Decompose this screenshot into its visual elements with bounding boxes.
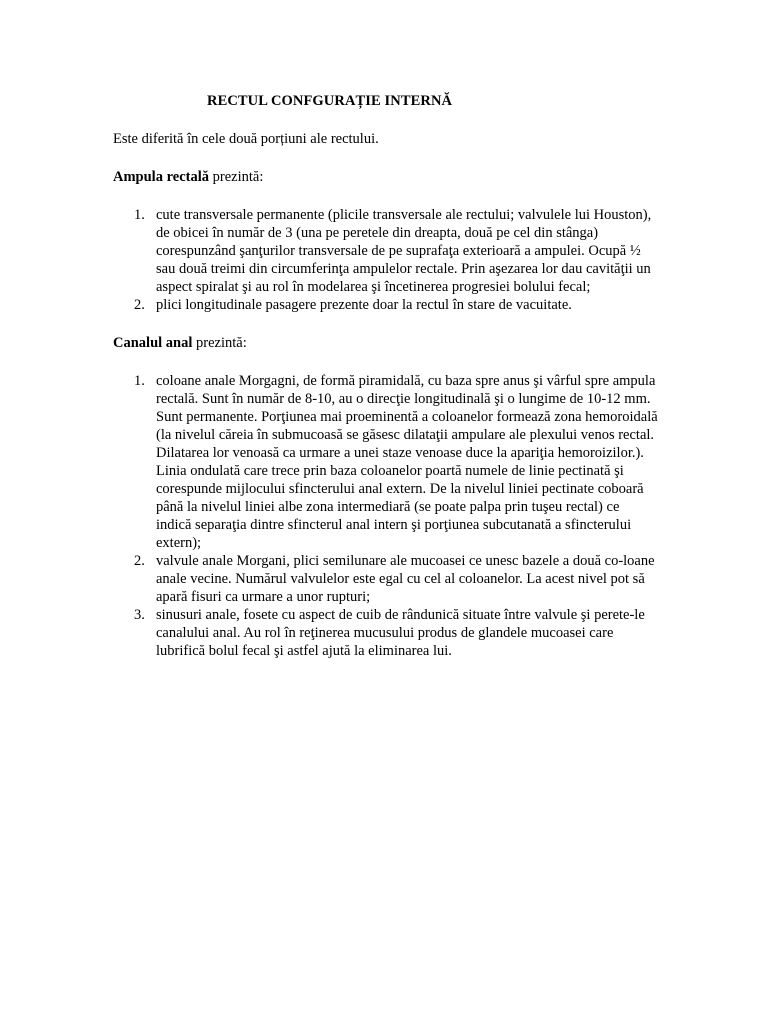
list-item bbox=[113, 372, 658, 552]
list-item bbox=[113, 206, 658, 296]
list-item-number: 1. bbox=[134, 207, 145, 223]
intro-paragraph: Este diferită în cele două porțiuni ale rectului. bbox=[113, 131, 379, 147]
list-item-text: cute transversale permanente (plicile transversale ale rectului; valvulele lui Houston), de obicei în număr de 3 (una pe peretele din dreapta, două pe cel din stânga) corespunzând şanţurilor transversale de pe suprafaţa exterioară a ampulei. Ocupă ½ sau două treimi din circumferinţa ampulelor rectale. Prin aşezarea lor dau cavităţii un aspect spiralat şi au rol în modelarea şi încetinerea progresiei bolului fecal; bbox=[156, 207, 652, 295]
section-ampula-heading-bold: Ampula rectală bbox=[113, 169, 209, 185]
document-title: RECTUL CONFGURAȚIE INTERNĂ bbox=[207, 93, 453, 109]
list-item-number: 1. bbox=[134, 373, 145, 389]
section-ampula-heading bbox=[113, 168, 658, 186]
ampula-list bbox=[113, 206, 658, 314]
section-ampula-heading-rest: prezintă: bbox=[209, 169, 264, 185]
list-item bbox=[113, 296, 658, 314]
list-item-text: coloane anale Morgagni, de formă piramidală, cu baza spre anus şi vârful spre ampula rectală. Sunt în număr de 8-10, au o direcţie longitudinală şi o lungime de 10-12 mm. Sunt permanente. Porţiunea mai proeminentă a coloanelor formează zona hemoroidală (la nivelul căreia în submucoasă se găsesc dilataţii ampulare ale plexului venos rectal. Dilatarea lor venoasă ca urmare a unei staze venoase duce la apariţia hemoroizilor.). Linia ondulată care trece prin baza coloanelor poartă numele de linie pectinată şi corespunde mijlocului sfincterului anal extern. De la nivelul liniei pectinate coboară până la nivelul liniei albe zona intermediară (se poate palpa prin tuşeu rectal) ce indică separaţia dintre sfincterul anal intern şi porţiunea subcutanată a sfincterului extern); bbox=[156, 373, 658, 551]
canal-list bbox=[113, 372, 658, 660]
list-item-text: valvule anale Morgani, plici semilunare ale mucoasei ce unesc bazele a două co-loane anale vecine. Numărul valvulelor este egal cu cel al coloanelor. La acest nivel pot să apară fisuri ca urmare a unor rupturi; bbox=[156, 553, 655, 605]
list-item-number: 2. bbox=[134, 297, 145, 313]
section-canal-heading-bold: Canalul anal bbox=[113, 335, 193, 351]
list-item bbox=[113, 552, 658, 606]
section-canal-heading-rest: prezintă: bbox=[192, 335, 247, 351]
list-item-text: plici longitudinale pasagere prezente doar la rectul în stare de vacuitate. bbox=[156, 297, 572, 313]
section-canal-heading bbox=[113, 334, 658, 352]
list-item-text: sinusuri anale, fosete cu aspect de cuib de rândunică situate între valvule şi perete-le canalului anal. Au rol în reţinerea mucusului produs de glandele mucoasei care lubrifică bolul fecal şi astfel ajută la eliminarea lui. bbox=[156, 607, 645, 659]
list-item-number: 3. bbox=[134, 607, 145, 623]
document-page bbox=[113, 92, 658, 680]
list-item bbox=[113, 606, 658, 660]
list-item-number: 2. bbox=[134, 553, 145, 569]
